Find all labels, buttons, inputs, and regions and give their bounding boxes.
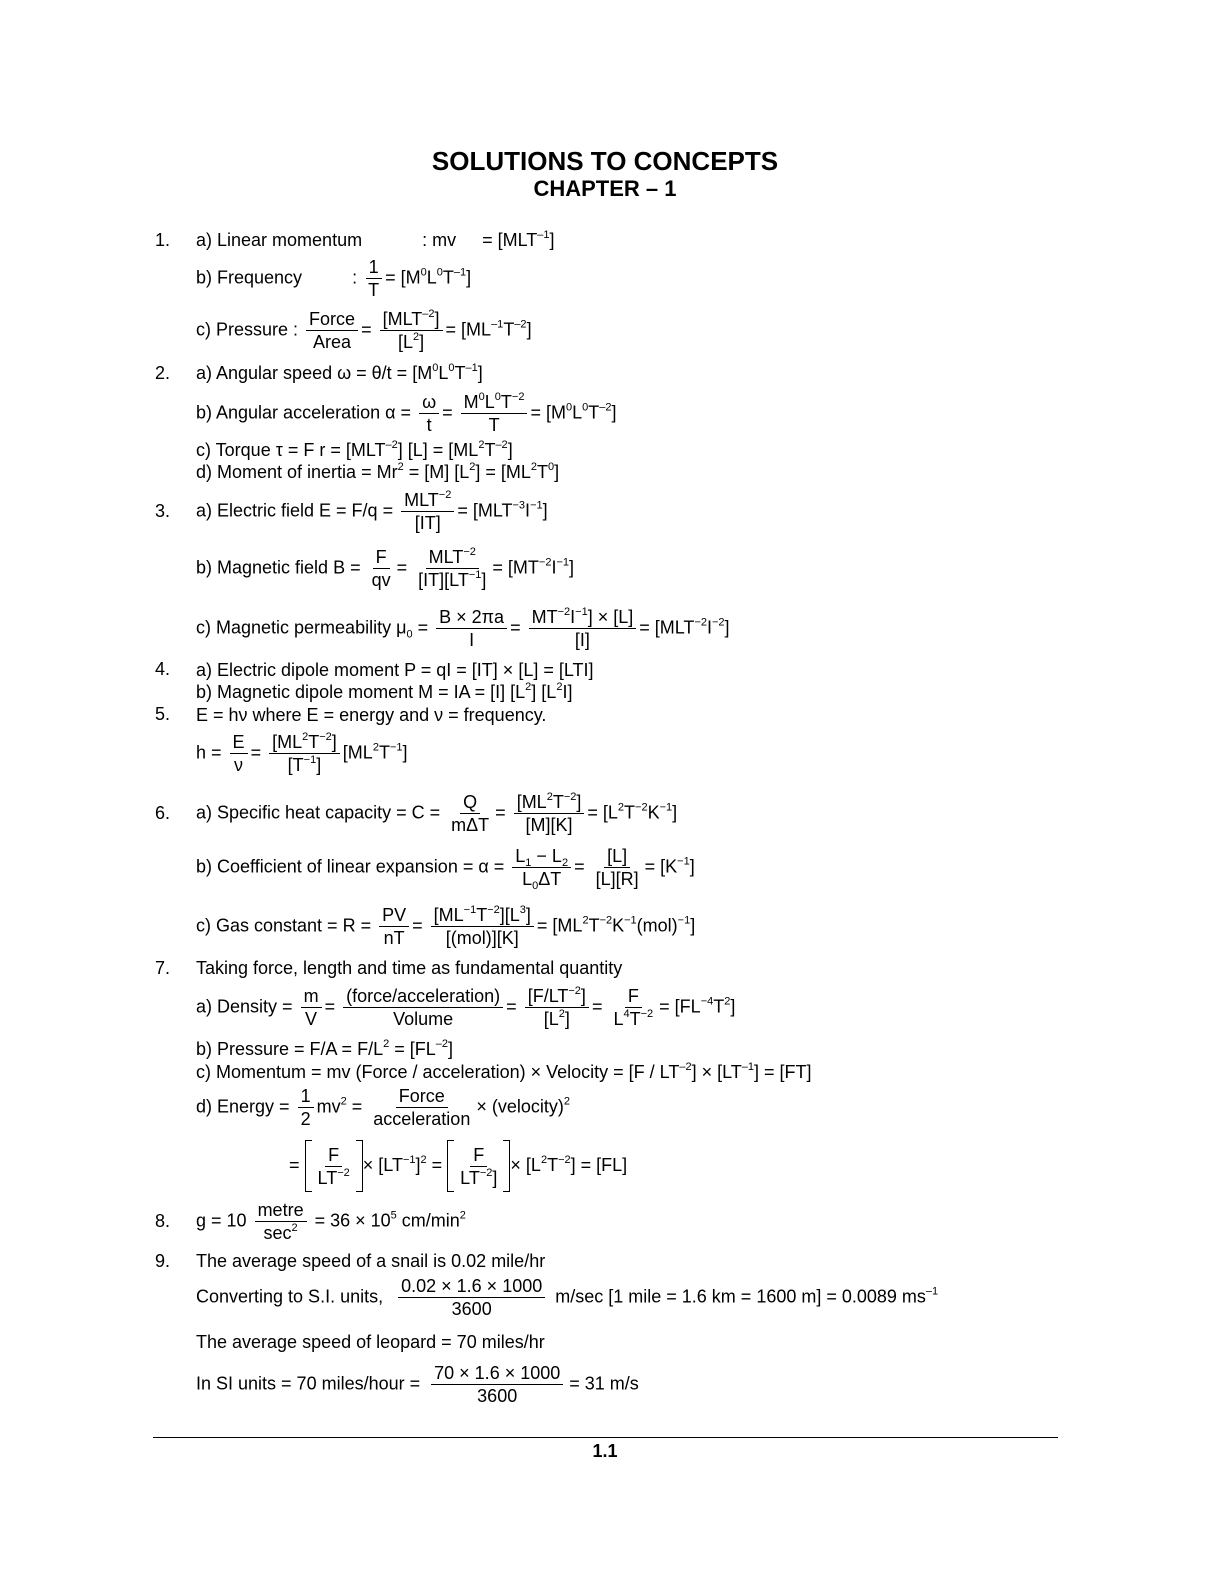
- question-number: 1.: [155, 230, 171, 250]
- fraction: $\frac{1}{2}$: [298, 1085, 314, 1130]
- fraction: $\frac{F}{qv}$: [371, 547, 391, 590]
- q8-line: g = 10 $\frac{\text{metre}}{\sec^2}$ = $36 \times 10^5$ $cm/\min^2$: [196, 1200, 466, 1243]
- q3-line-b: b) Magnetic field B = $\frac{F}{qv}$ = $\frac{MLT^{-2}}{[IT][LT^{-1}]}$ = $[MT^{-2}I^{-1}]$: [196, 546, 575, 590]
- q3-line-c: c) Magnetic permeability $\mu_0$ = $\frac{B \times 2\pi a}{I}$ = $\frac{MT^{-2}I^{-1}] \times [L]}{[I]}$ = $[MLT^{-2}I^{-2}]$: [196, 606, 730, 650]
- q7-line-c: c) Momentum = mv (Force / acceleration) × Velocity = $[F / LT^{-2}] \times [LT^{-1}] = [FT]$: [196, 1061, 812, 1082]
- fraction: $\frac{M^0L^0T^{-2}}{T}$: [461, 391, 528, 436]
- q2-line-c: c) Torque τ = F $r = [MLT^{-2}] [L] = [ML^2T^{-2}]$: [196, 439, 513, 460]
- fraction: $\frac{Q}{\text{mΔT}}$: [451, 792, 490, 835]
- q5-planck: h = $\frac{E}{\nu}$ = $\frac{[ML^2T^{-2}]}{[T^{-1}]}$ $[ML^2T^{-1}]$: [196, 731, 408, 775]
- fraction: $\frac{\text{Force}}{\text{acceleration}}$: [373, 1086, 471, 1129]
- fraction: $\frac{\text{metre}}{\sec^2}$: [255, 1199, 307, 1244]
- question-number: 8.: [155, 1211, 171, 1231]
- chapter-heading: CHAPTER – 1: [533, 176, 677, 201]
- question-number: 6.: [155, 803, 171, 823]
- footer-divider: [153, 1437, 1058, 1438]
- q7-line-b: b) Pressure = $F/A = F/L^2 = [FL^{-2}]$: [196, 1038, 453, 1059]
- fraction: $\frac{F}{L^4T^{-2}}$: [613, 986, 654, 1029]
- page-title: SOLUTIONS TO CONCEPTS: [431, 146, 779, 176]
- fraction: $\frac{\text{Force}}{\text{Area}}$: [306, 308, 358, 353]
- q2-line-d: d) Moment of inertia = $Mr^2 = [M] [L^2] = [ML^2T^0]$: [196, 461, 560, 482]
- q1-line-a: a) Linear momentum : mv = $[MLT^{-1}]$: [196, 229, 555, 250]
- question-number: 3.: [155, 501, 171, 521]
- q7-line-d: d) Energy = $\frac{1}{2}$ $mv^2$ = $\frac{\text{Force}}{\text{acceleration}}$ × (velocity)$^2$: [196, 1086, 570, 1129]
- q6-line-a: a) Specific heat capacity = C = $\frac{Q}{\text{mΔT}}$ = $\frac{[ML^2T^{-2}]}{[M][K]}$ = $[L^2T^{-2}K^{-1}]$: [196, 791, 678, 835]
- fraction: $\frac{E}{\nu}$: [230, 731, 248, 776]
- fraction: $\frac{1}{T}$: [365, 256, 382, 301]
- fraction: $\frac{B \times 2\pi a}{I}$: [436, 606, 507, 651]
- fraction: $\frac{F}{LT^{-2}]}$: [460, 1144, 498, 1188]
- q3-line-a: a) Electric field E = F/q = $\frac{MLT^{-2}}{[IT]}$ = $[MLT^{-3}I^{-1}]$: [196, 489, 548, 533]
- fraction: $\frac{[L]}{[L][R]}$: [595, 846, 639, 889]
- q6-line-b: b) Coefficient of linear expansion = α = $\frac{L_1 - L_2}{L_0\Delta T}$ = $\frac{[L]}{[L][R]}$ = $[K^{-1}]$: [196, 846, 695, 892]
- fraction: $\frac{[F/LT^{-2}]}{[L^2]}$: [525, 985, 589, 1030]
- question-number: 9.: [155, 1251, 171, 1271]
- q2-line-a: a) Angular speed $\omega = \theta/t = [M^0L^0T^{-1}]$: [196, 362, 483, 383]
- fraction: $\frac{PV}{nT}$: [379, 904, 409, 949]
- fraction: $\frac{\text{(force/acceleration)}}{\text{Volume}}$: [343, 985, 503, 1030]
- q9-line-1: The average speed of a snail is 0.02 mile/hr: [196, 1251, 546, 1271]
- page-number: 1.1: [592, 1441, 618, 1461]
- fraction: $\frac{m}{V}$: [301, 985, 322, 1030]
- q9-line-2: Converting to S.I. units, $\frac{0.02 \times 1.6 \times 1000}{3600}$ m/sec [1 mile = 1.6 km = 1600 m] = 0.0089 $ms^{-1}$: [196, 1276, 939, 1319]
- q7-line-a: a) Density = $\frac{m}{V}$ = $\frac{\text{(force/acceleration)}}{\text{Volume}}$ = $\frac{[F/LT^{-2}]}{[L^2]}$ = $\frac{F}{L^4T^{-2}}$ = $[FL^{-4}T^2]$: [196, 985, 736, 1029]
- q9-line-4: In SI units = 70 miles/hour = $\frac{70 \times 1.6 \times 1000}{3600}$ = 31 m/s: [196, 1363, 639, 1406]
- q9-line-3: The average speed of leopard = 70 miles/hr: [196, 1332, 545, 1352]
- question-number: 4.: [155, 659, 171, 679]
- fraction: $\frac{MT^{-2}I^{-1}] \times [L]}{[I]}$: [529, 606, 637, 651]
- fraction: $\frac{L_1 - L_2}{L_0\Delta T}$: [512, 845, 571, 890]
- q7-line-e: = $\frac{F}{LT^{-2}}$ × $[LT^{-1}]^2$ = $\frac{F}{LT^{-2}]}$ × $[L^2T^{-2}] = [FL]$: [289, 1140, 627, 1192]
- fraction: $\frac{\omega}{t}$: [419, 391, 439, 436]
- fraction: $\frac{[ML^2T^{-2}]}{[M][K]}$: [514, 791, 585, 836]
- q6-line-c: c) Gas constant = R = $\frac{PV}{nT}$ = $\frac{[ML^{-1}T^{-2}][L^3]}{\text{[(mol)][K]}}$ = $[ML^2T^{-2}K^{-1}(mol)^{-1}]$: [196, 904, 696, 948]
- q1-line-b: b) Frequency : $\frac{1}{T}$ = $[M^0L^0T^{-1}]$: [196, 257, 472, 300]
- fraction: $\frac{70 \times 1.6 \times 1000}{3600}$: [431, 1362, 563, 1407]
- fraction: $\frac{F}{LT^{-2}}$: [317, 1144, 350, 1188]
- question-number: 2.: [155, 363, 171, 383]
- fraction: $\frac{[ML^2T^{-2}]}{[T^{-1}]}$: [269, 731, 340, 776]
- fraction: $\frac{0.02 \times 1.6 \times 1000}{3600}$: [398, 1275, 545, 1320]
- q7-intro: Taking force, length and time as fundamental quantity: [196, 958, 623, 978]
- question-number: 5.: [155, 704, 171, 724]
- fraction: $\frac{MLT^{-2}}{[IT][LT^{-1}]}$: [418, 546, 487, 590]
- q4-line-b: b) Magnetic dipole moment M = IA = [I] $[L^2]$ $[L^2I]$: [196, 681, 573, 702]
- q2-line-b: b) Angular acceleration α = $\frac{\omega}{t}$ = $\frac{M^0L^0T^{-2}}{T}$ = $[M^0L^0T^{-2}]$: [196, 391, 617, 435]
- q4-line-a: a) Electric dipole moment P = qI = [IT] × [L] = [LTI]: [196, 660, 594, 680]
- q1-line-c: c) Pressure : $\frac{\text{Force}}{\text{Area}}$ = $\frac{[MLT^{-2}]}{[L^2]}$ = $[ML^{-1}T^{-2}]$: [196, 308, 532, 352]
- fraction: $\frac{MLT^{-2}}{[IT]}$: [401, 489, 454, 534]
- question-number: 7.: [155, 958, 171, 978]
- fraction: $\frac{[ML^{-1}T^{-2}][L^3]}{\text{[(mol)][K]}}$: [431, 904, 534, 949]
- fraction: $\frac{[MLT^{-2}]}{[L^2]}$: [380, 308, 443, 353]
- q5-text: E = hν where E = energy and ν = frequency.: [196, 705, 547, 725]
